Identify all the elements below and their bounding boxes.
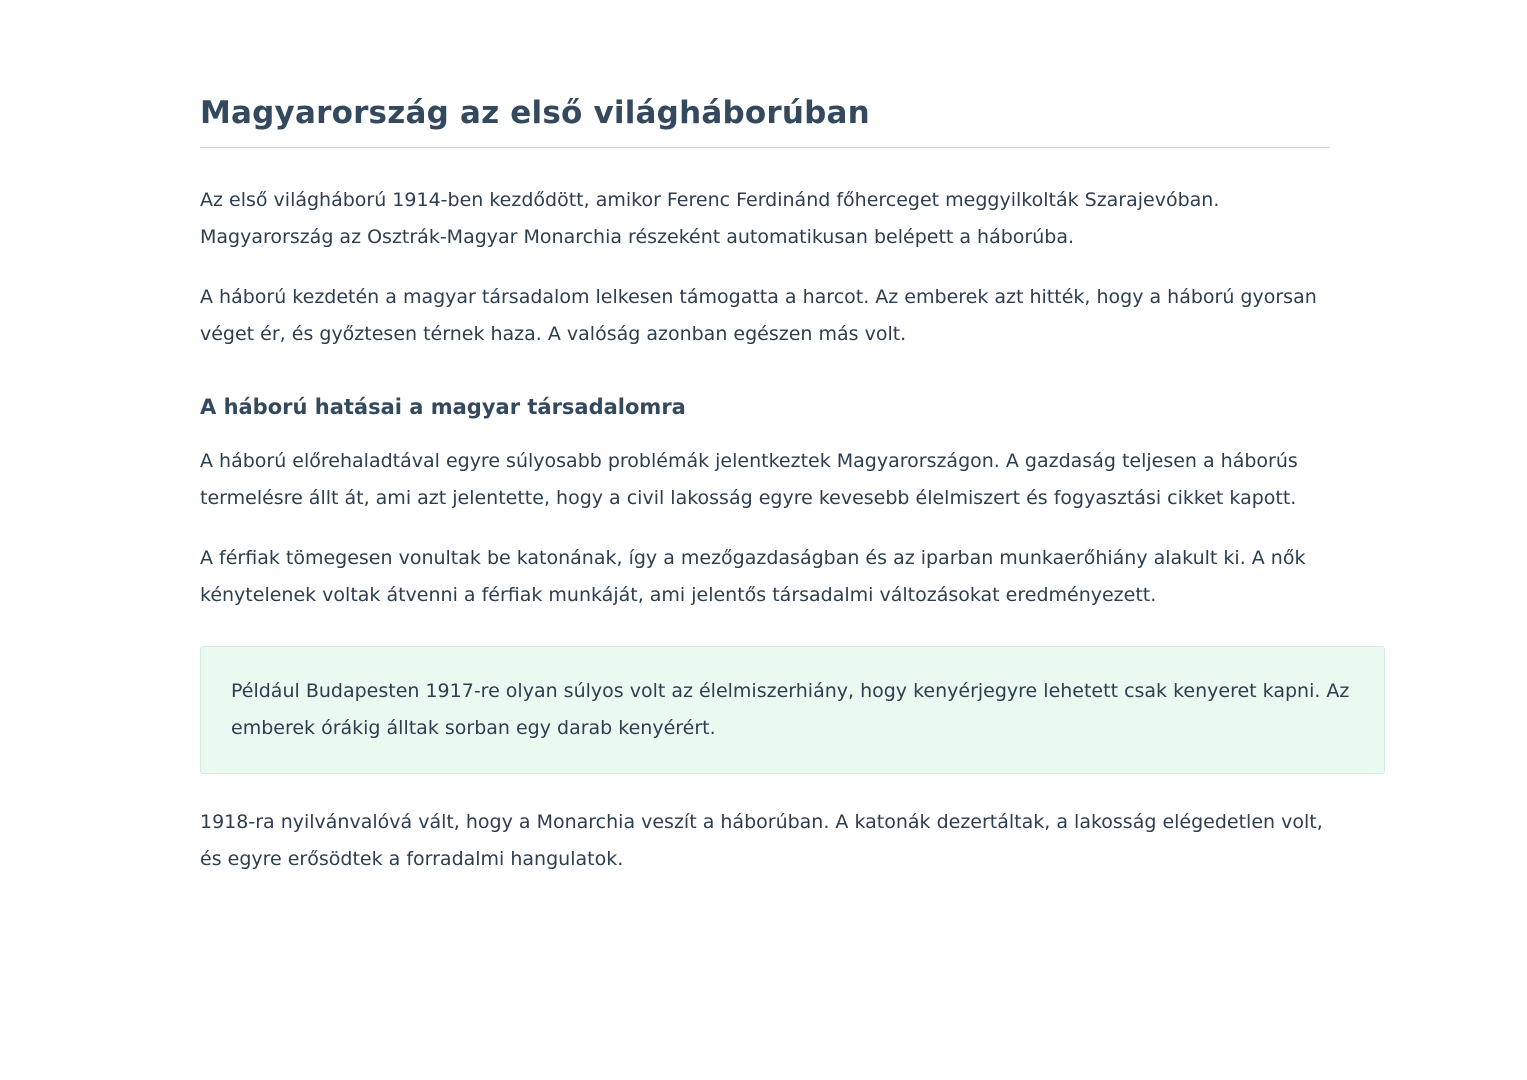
intro-paragraph-2: A háború kezdetén a magyar társadalom lelkesen támogatta a harcot. Az emberek azt hitték, hogy a háború gyorsan véget ér, és győztesen térnek haza. A valóság azonban egészen más volt. bbox=[200, 286, 1317, 345]
intro-paragraph-1: Az első világháború 1914-ben kezdődött, amikor Ferenc Ferdinánd főherceget meggyilkolták Szarajevóban. Magyarország az Osztrák-Magyar Monarchia részeként automatikusan belépett a háborúba. bbox=[200, 189, 1220, 248]
article bbox=[200, 0, 1350, 878]
section-heading: A háború hatásai a magyar társadalomra bbox=[200, 395, 686, 419]
closing-paragraph: 1918-ra nyilvánvalóvá vált, hogy a Monarchia veszít a háborúban. A katonák dezertáltak, a lakosság elégedetlen volt, és egyre erősödtek a forradalmi hangulatok. bbox=[200, 811, 1323, 870]
example-callout-text: Például Budapesten 1917-re olyan súlyos volt az élelmiszerhiány, hogy kenyérjegyre lehetett csak kenyeret kapni. Az emberek órákig álltak sorban egy darab kenyérért. bbox=[231, 680, 1350, 739]
section-paragraph-2: A férfiak tömegesen vonultak be katonának, így a mezőgazdaságban és az iparban munkaerőhiány alakult ki. A nők kénytelenek voltak átvenni a férfiak munkáját, ami jelentős társadalmi változásokat eredményezett. bbox=[200, 547, 1306, 606]
section-paragraph-1: A háború előrehaladtával egyre súlyosabb problémák jelentkeztek Magyarországon. A gazdaság teljesen a háborús termelésre állt át, ami azt jelentette, hogy a civil lakosság egyre kevesebb élelmiszert és fogyasztási cikket kapott. bbox=[200, 450, 1298, 509]
example-callout bbox=[200, 646, 1385, 774]
page-title: Magyarország az első világháborúban bbox=[200, 95, 1330, 148]
